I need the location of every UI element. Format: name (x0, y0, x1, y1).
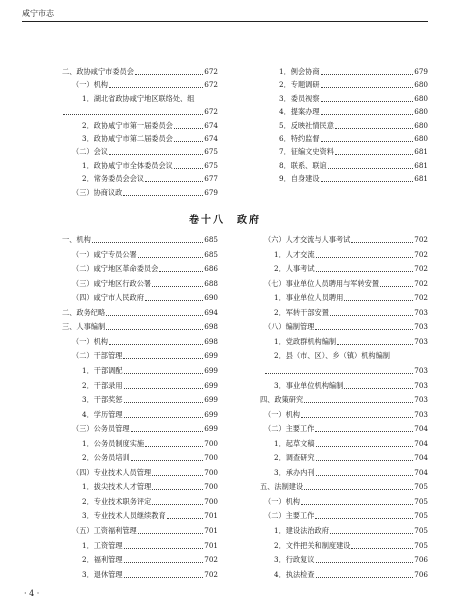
toc-entry-title: 2．军转干部安置 (274, 307, 329, 317)
toc-entry (274, 351, 428, 361)
toc-entry-title: 2．公务员培训 (82, 453, 130, 463)
dot-leader (344, 299, 413, 301)
toc-entry-page: 680 (414, 93, 428, 103)
toc-entry (72, 147, 218, 157)
dot-leader (138, 256, 204, 258)
dot-leader (152, 503, 203, 505)
toc-entry-page: 701 (204, 511, 218, 521)
dot-leader (321, 180, 414, 182)
dot-leader (124, 561, 204, 563)
toc-entry-page: 704 (414, 438, 428, 448)
dot-leader (315, 328, 413, 330)
toc-entry-title: 一、机构 (62, 235, 91, 244)
toc-entry-page: 702 (414, 235, 428, 244)
toc-entry (72, 424, 218, 434)
dot-leader (106, 328, 203, 330)
toc-entry-title: （五）工资福利管理 (72, 526, 137, 535)
toc-entry (62, 308, 218, 318)
toc-entry-page: 672 (204, 67, 218, 76)
toc-entry (264, 511, 428, 521)
header-rule (22, 21, 428, 22)
toc-entry (274, 526, 428, 536)
toc-entry-title: 1．事业单位人员聘用 (274, 293, 344, 303)
dot-leader (337, 343, 413, 345)
toc-entry-title: 2．专题调研 (279, 80, 320, 90)
dot-leader (316, 576, 414, 578)
toc-entry (72, 250, 218, 260)
toc-entry-page: 703 (414, 307, 428, 317)
toc-entry (82, 570, 218, 580)
toc-entry-page: 703 (414, 395, 428, 405)
toc-entry-title: 2．福利管理 (82, 555, 123, 565)
toc-entry-title: （四）专业技术人员管理 (72, 467, 152, 477)
dot-leader (330, 314, 413, 316)
toc-entry (82, 134, 218, 144)
toc-entry (279, 147, 428, 157)
toc-entry-title: 2．专业技术职务评定 (82, 496, 152, 506)
dot-leader (265, 372, 413, 374)
toc-entry-title: 2．政协咸宁市第一届委员会 (82, 120, 173, 130)
toc-entry-title: 4．学历管理 (82, 409, 123, 419)
toc-entry-page: 706 (414, 569, 428, 579)
toc-entry (72, 80, 218, 90)
dot-leader (152, 488, 203, 490)
toc-entry-title: 1．干部调配 (82, 365, 123, 375)
toc-entry-title: （二）干部管理 (72, 351, 123, 361)
toc-entry-title: 四、政策研究 (260, 395, 304, 405)
toc-entry-page: 705 (414, 540, 428, 550)
toc-entry (82, 482, 218, 492)
page-number: · 4 · (24, 589, 40, 598)
dot-leader (63, 113, 203, 115)
toc-entry (264, 235, 428, 245)
dot-leader (159, 270, 203, 272)
toc-entry-page: 685 (204, 249, 218, 259)
toc-entry (82, 94, 218, 104)
toc-entry-page: 699 (204, 395, 218, 405)
toc-entry (279, 174, 428, 184)
dot-leader (138, 532, 204, 534)
toc-entry-page: 699 (204, 380, 218, 390)
toc-entry-page: 677 (204, 174, 218, 184)
toc-entry-title: 4．执法检查 (274, 569, 315, 579)
dot-leader (315, 430, 413, 432)
toc-entry-title: 2．文件把关和制度建设 (274, 540, 351, 550)
toc-entry (62, 235, 218, 245)
dot-leader (321, 140, 414, 142)
toc-entry-page: 688 (204, 278, 218, 288)
toc-entry-page: 681 (414, 160, 428, 170)
toc-entry-title: 二、政务纪略 (62, 307, 106, 317)
dot-leader (174, 140, 203, 142)
toc-entry (264, 322, 428, 332)
toc-entry-page: 700 (204, 482, 218, 492)
toc-entry (274, 468, 428, 478)
toc-entry-title: 8．联系、联谊 (279, 160, 327, 170)
toc-entry-page: 699 (204, 351, 218, 361)
toc-entry-title: （二）会议 (72, 147, 108, 157)
dot-leader (391, 358, 427, 359)
toc-entry (279, 121, 428, 131)
dot-leader (124, 416, 204, 418)
toc-entry-page: 680 (414, 134, 428, 143)
dot-leader (124, 547, 204, 549)
toc-entry-title: 3．承办内刊 (274, 467, 315, 477)
toc-entry (72, 337, 218, 347)
toc-entry-title: 1．党政群机构编制 (274, 336, 337, 346)
dot-leader (123, 194, 203, 196)
toc-entry (279, 67, 428, 77)
toc-entry-title: 2．县（市、区）、乡（镇）机构编制 (274, 351, 390, 361)
dot-leader (124, 372, 204, 374)
toc-entry (279, 94, 428, 104)
toc-entry-page: 679 (204, 187, 218, 197)
toc-entry-title: 1．例会协商 (279, 67, 320, 76)
toc-entry-page: 704 (414, 453, 428, 463)
dot-leader (124, 387, 204, 389)
toc-entry-title: （二）咸宁地区革命委员会 (72, 264, 159, 274)
toc-entry-page: 703 (414, 336, 428, 346)
dot-leader (316, 256, 414, 258)
toc-entry-page: 706 (414, 555, 428, 565)
toc-entry-title: 2．干部录用 (82, 380, 123, 390)
toc-entry (62, 67, 218, 77)
toc-entry (279, 134, 428, 144)
toc-entry-page: 699 (204, 365, 218, 375)
dot-leader (304, 488, 413, 490)
toc-entry (274, 293, 428, 303)
toc-entry-page: 705 (414, 526, 428, 535)
toc-entry (264, 424, 428, 434)
toc-entry-page: 705 (414, 496, 428, 506)
toc-entry (274, 453, 428, 463)
toc-entry-page: 672 (204, 107, 218, 117)
toc-entry-page: 701 (204, 540, 218, 550)
toc-entry-title: 1．公务员制度实施 (82, 438, 145, 448)
toc-entry-title: 7．征编文史资料 (279, 147, 334, 157)
toc-entry-title: 1．湖北省政协咸宁地区联络处、组 (82, 93, 195, 103)
toc-entry-page: 699 (204, 424, 218, 434)
dot-leader (152, 285, 203, 287)
toc-entry-title: 1．起草文稿 (274, 438, 315, 448)
dot-leader (301, 503, 413, 505)
toc-entry-title: （三）协商议政 (72, 187, 123, 197)
toc-entry-page: 700 (204, 438, 218, 448)
toc-entry (274, 570, 428, 580)
dot-leader (106, 314, 203, 316)
toc-entry-page: 700 (204, 467, 218, 477)
toc-entry-page: 680 (414, 107, 428, 117)
toc-entry (72, 351, 218, 361)
toc-entry-title: （七）事业单位人员聘用与军转安置 (264, 278, 380, 288)
toc-entry (279, 107, 428, 117)
toc-entry (82, 381, 218, 391)
dot-leader (124, 576, 204, 578)
toc-entry-title: 3．退休管理 (82, 569, 123, 579)
dot-leader (304, 401, 413, 403)
dot-leader (335, 153, 413, 155)
toc-entry-title: 3．事业单位机构编制 (274, 380, 344, 390)
toc-entry-page: 703 (414, 322, 428, 332)
toc-entry-page: 704 (414, 424, 428, 434)
toc-entry (72, 279, 218, 289)
toc-entry (274, 555, 428, 565)
toc-entry-title: （二）主要工作 (264, 424, 315, 434)
toc-entry-page: 680 (414, 80, 428, 90)
toc-entry (274, 541, 428, 551)
toc-entry-page: 702 (414, 249, 428, 259)
dot-leader (344, 387, 413, 389)
dot-leader (109, 153, 203, 155)
toc-entry-page: 702 (204, 555, 218, 565)
toc-entry (274, 337, 428, 347)
dot-leader (316, 459, 414, 461)
toc-entry-page: 694 (204, 307, 218, 317)
toc-entry (82, 121, 218, 131)
dot-leader (124, 401, 204, 403)
toc-entry-page: 700 (204, 453, 218, 463)
toc-entry-title: 1．建设法治政府 (274, 526, 329, 535)
dot-leader (380, 285, 413, 287)
toc-entry (260, 395, 428, 405)
toc-entry-title: 3．行政复议 (274, 555, 315, 565)
toc-entry-title: 五、法制建设 (260, 482, 304, 492)
toc-entry (82, 410, 218, 420)
dot-leader (152, 474, 203, 476)
toc-entry-title: （二）主要工作 (264, 511, 315, 521)
toc-entry-page: 702 (414, 264, 428, 274)
toc-entry-page: 702 (414, 293, 428, 303)
toc-entry-page: 675 (204, 147, 218, 157)
toc-entry (62, 322, 218, 332)
toc-entry-title: （一）机构 (264, 409, 300, 419)
toc-entry (279, 80, 428, 90)
toc-entry-title: （三）公务员管理 (72, 424, 130, 434)
toc-entry-title: 2．常务委员会会议 (82, 174, 145, 184)
dot-leader (316, 270, 414, 272)
toc-entry (264, 497, 428, 507)
toc-entry (82, 511, 218, 521)
toc-entry-page: 681 (414, 174, 428, 184)
toc-entry-page: 703 (414, 380, 428, 390)
toc-entry (82, 174, 218, 184)
toc-entry (62, 107, 218, 117)
toc-entry-page: 700 (204, 496, 218, 506)
toc-entry-title: （四）咸宁市人民政府 (72, 293, 144, 303)
dot-leader (145, 299, 203, 301)
toc-entry (274, 439, 428, 449)
dot-leader (321, 113, 414, 115)
toc-entry-page: 685 (204, 235, 218, 244)
toc-entry-title: 5．反映社情民意 (279, 120, 334, 130)
toc-entry-page: 672 (204, 80, 218, 90)
toc-entry-page: 690 (204, 293, 218, 303)
toc-entry-title: 3．专业技术人员继续教育 (82, 511, 166, 521)
toc-entry (82, 161, 218, 171)
toc-entry-title: 1．政协咸宁市全体委员会议 (82, 160, 173, 170)
dot-leader (330, 532, 413, 534)
toc-entry (264, 279, 428, 289)
toc-entry-title: （八）编制管理 (264, 322, 315, 332)
toc-entry-page: 674 (204, 134, 218, 143)
toc-entry (72, 188, 218, 198)
toc-entry (82, 395, 218, 405)
toc-entry-page: 701 (204, 526, 218, 535)
toc-entry-title: 三、人事编制 (62, 322, 106, 332)
toc-entry (82, 453, 218, 463)
toc-entry-title: 9．自身建设 (279, 174, 320, 184)
toc-entry (72, 293, 218, 303)
toc-entry (72, 526, 218, 536)
dot-leader (335, 127, 413, 129)
toc-entry-title: 2．调查研究 (274, 453, 315, 463)
toc-entry-page: 681 (414, 147, 428, 157)
toc-entry-page: 702 (414, 278, 428, 288)
toc-entry (82, 541, 218, 551)
dot-leader (174, 127, 203, 129)
dot-leader (131, 430, 204, 432)
toc-entry-page: 699 (204, 409, 218, 419)
toc-entry-title: 1．拔尖技术人才管理 (82, 482, 152, 492)
dot-leader (321, 100, 414, 102)
toc-entry (260, 482, 428, 492)
toc-entry-title: 3．政协咸宁市第二届委员会 (82, 134, 173, 143)
toc-entry (72, 264, 218, 274)
toc-entry-title: 1．工资管理 (82, 540, 123, 550)
toc-entry-page: 686 (204, 264, 218, 274)
section-title: 卷十八 政府 (189, 215, 261, 226)
dot-leader (321, 73, 414, 75)
dot-leader (109, 343, 203, 345)
dot-leader (351, 547, 413, 549)
toc-entry-title: （六）人才交流与人事考试 (264, 235, 351, 244)
toc-entry-title: （一）机构 (72, 336, 108, 346)
dot-leader (315, 517, 413, 519)
dot-leader (316, 561, 414, 563)
toc-entry-page: 703 (414, 365, 428, 375)
dot-leader (301, 416, 413, 418)
toc-entry (274, 264, 428, 274)
toc-entry (82, 555, 218, 565)
dot-leader (316, 445, 414, 447)
dot-leader (92, 241, 204, 243)
toc-entry-title: 6．特约监督 (279, 134, 320, 143)
dot-leader (351, 241, 413, 243)
toc-entry-title: 3．委员视察 (279, 93, 320, 103)
toc-entry (82, 366, 218, 376)
toc-entry (274, 250, 428, 260)
dot-leader (321, 86, 414, 88)
toc-entry-title: （三）咸宁地区行政公署 (72, 278, 152, 288)
dot-leader (145, 180, 203, 182)
toc-entry-page: 705 (414, 511, 428, 521)
toc-entry-page: 674 (204, 120, 218, 130)
toc-entry-title: （一）咸宁专员公署 (72, 249, 137, 259)
toc-entry-title: 3．干部奖惩 (82, 395, 123, 405)
dot-leader (328, 167, 414, 169)
toc-entry (264, 410, 428, 420)
toc-entry-title: 4．提案办理 (279, 107, 320, 117)
dot-leader (131, 459, 204, 461)
toc-entry-page: 704 (414, 467, 428, 477)
toc-entry-page: 680 (414, 120, 428, 130)
dot-leader (145, 445, 203, 447)
dot-leader (109, 86, 203, 88)
toc-entry-page: 698 (204, 322, 218, 332)
toc-entry-title: 2．人事考试 (274, 264, 315, 274)
toc-entry-page: 679 (414, 67, 428, 76)
toc-entry-page: 698 (204, 336, 218, 346)
toc-entry (274, 381, 428, 391)
toc-entry-page: 675 (204, 160, 218, 170)
toc-entry-page: 705 (414, 482, 428, 492)
toc-entry-page: 702 (204, 569, 218, 579)
dot-leader (195, 101, 217, 102)
dot-leader (174, 167, 203, 169)
dot-leader (123, 357, 203, 359)
toc-entry (279, 161, 428, 171)
toc-entry (82, 439, 218, 449)
toc-entry-title: 二、政协咸宁市委员会 (62, 67, 134, 76)
toc-entry (264, 366, 428, 376)
dot-leader (316, 474, 414, 476)
dot-leader (135, 73, 203, 75)
toc-entry (72, 468, 218, 478)
toc-entry-page: 703 (414, 409, 428, 419)
toc-entry-title: 1．人才交流 (274, 249, 315, 259)
toc-entry (274, 308, 428, 318)
toc-entry (82, 497, 218, 507)
running-header: 咸宁市志 (22, 9, 54, 18)
toc-entry-title: （一）机构 (72, 80, 108, 90)
dot-leader (167, 517, 204, 519)
toc-entry-title: （一）机构 (264, 496, 300, 506)
